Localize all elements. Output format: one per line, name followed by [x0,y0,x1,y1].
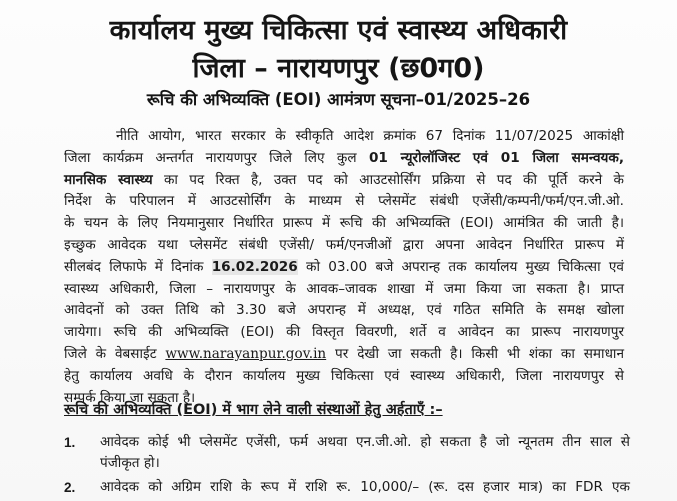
paragraph-line: इच्छुक आवेदक यथा प्लेसमेंट संबंधी एजेंसी/ फर्म/एनजीओं द्वारा अपना आवेदन निर्धारित प्रारूप में [64,236,624,253]
list-item [64,432,630,474]
paragraph-line: आवेदनों को उक्त तिथि को 3.30 बजे अपरान्ह में अध्यक्ष, एवं गठित समिति के समक्ष खोला [64,302,624,319]
posts-highlight: 01 न्यूरोलॉजिस्ट एवं 01 जिला समन्वयक, [368,149,624,166]
list-item [64,477,630,498]
post-name: मानसिक स्वास्थ्य [64,171,153,188]
notice-title: रूचि की अभिव्यक्ति (EOI) आमंत्रण सूचना–01/2025–26 [146,90,531,109]
eligibility-title: रूचि की अभिव्यक्ति (EOI) में भाग लेने वाली संस्थाओं हेतु अर्हताएँ :– [64,402,443,418]
item-line: आवेदक को अग्रिम राशि के रूप में राशि रू. 10,000/– (रू. दस हजार मात्र) का FDR एक [100,479,630,495]
paragraph-line: हेतु कार्यालय अवधि के दौरान कार्यालय मुख्य चिकित्सा एवं स्वास्थ्य अधिकारी, जिला नारायणपुर से [64,367,624,384]
deadline-date: 16.02.2026 [211,258,298,275]
website-link[interactable]: www.narayanpur.gov.in [165,345,327,362]
item-number: 2. [64,480,76,495]
office-title: कार्यालय मुख्य चिकित्सा एवं स्वास्थ्य अधिकारी [109,15,568,46]
paragraph-line: सम्पर्क किया जा सकता है। [64,389,196,406]
item-line: आवेदक कोई भी प्लेसमेंट एजेंसी, फर्म अथवा एन.जी.ओ. हो सकता है जो न्यूनतम तीन साल से [100,434,630,450]
paragraph-line: जिले के वेबसाईट www.narayanpur.gov.in पर देखी जा सकती है। किसी भी शंका का समाधान [64,345,624,362]
paragraph-line: मानसिक स्वास्थ्य का पद रिक्त है, उक्त पद को आउटसोर्सिंग प्रक्रिया से पद की पूर्ति करने के [64,171,624,188]
paragraph-line: के चयन के लिए नियमानुसार निर्धारित प्रारूप में रूचि की अभिव्यक्ति (EOI) आमंत्रित की जाती है। [64,215,624,232]
item-line: पंजीकृत हो। [100,455,160,471]
paragraph-line: सीलबंद लिफाफे में दिनांक 16.02.2026 को 03.00 बजे अपरान्ह तक कार्यालय मुख्य चिकित्सा एवं [64,258,624,275]
paragraph-line: निर्देश के परिपालन में आउटसोर्सिंग के माध्यम से प्लेसमेंट संबंधी एजेंसी/कम्पनी/फर्म/एन.जी.ओ. [64,193,624,210]
notice-paragraph [64,126,624,409]
item-number: 1. [64,435,76,450]
district-title: जिला – नारायणपुर (छ0ग0) [192,53,485,84]
paragraph-line: स्वास्थ्य अधिकारी, जिला – नारायणपुर के आवक–जावक शाखा में जमा किया जा सकता है। प्राप्त [64,280,624,297]
paragraph-line: नीति आयोग, भारत सरकार के स्वीकृति आदेश क्रमांक 67 दिनांक 11/07/2025 आकांक्षी [116,128,624,144]
paragraph-line: जिला कार्यक्रम अन्तर्गत नारायणपुर जिले लिए कुल 01 न्यूरोलॉजिस्ट एवं 01 जिला समन्वयक, [64,149,624,166]
paragraph-line: जायेगा। रूचि की अभिव्यक्ति (EOI) की विस्तृत विवरणी, शर्ते व आवेदन का प्रारूप नारायणपुर [64,324,624,341]
eligibility-list [64,432,630,501]
